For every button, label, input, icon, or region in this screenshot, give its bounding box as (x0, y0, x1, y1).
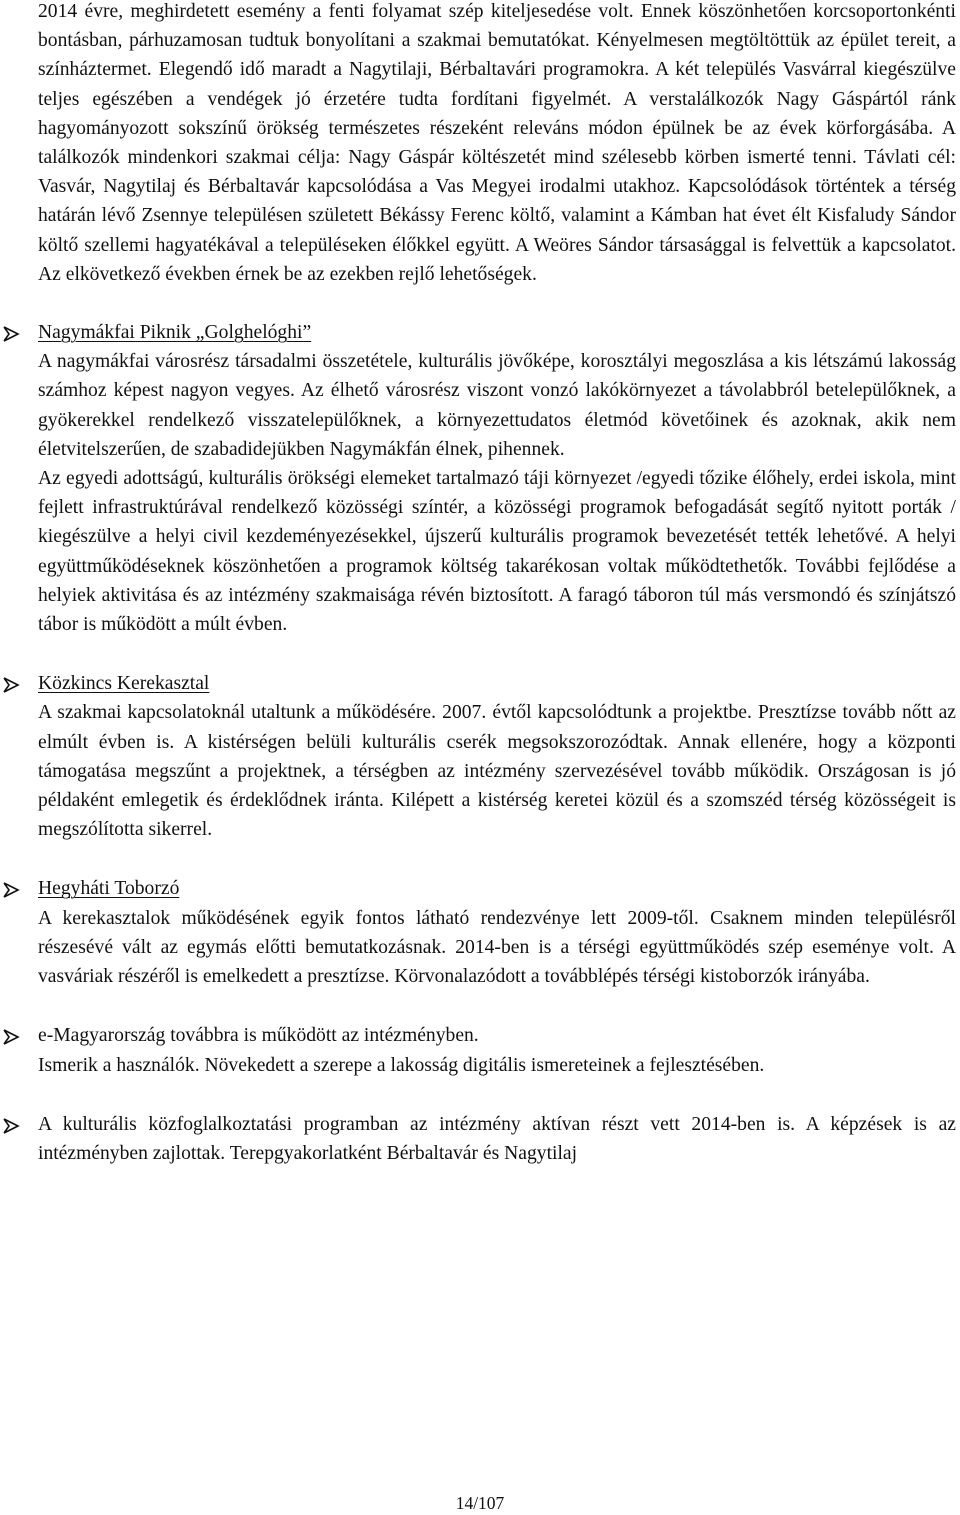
document-page (38, 0, 956, 1168)
section-e-magyarorszag (38, 1021, 956, 1079)
arrowhead-bullet-icon (2, 318, 22, 347)
section-hegyhati-toborzo (38, 874, 956, 991)
intro-paragraph: 2014 évre, meghirdetett esemény a fenti folyamat szép kiteljesedése volt. Ennek köszönhetően korcsoportonkénti bontásban, párhuzamosan tudtuk bonyolítani a szakmai bemutatókat. Kényelmesen megtöltöttük az épület tereit, a színháztermet. Elegendő idő maradt a Nagytilaji, Bérbaltavári programokra. A két település Vasvárral kiegészülve teljes egészében a vendégek jó érzetére tudta fordítani figyelmét. A verstalálkozók Nagy Gáspártól ránk hagyományozott sokszínű örökség természetes részeként releváns módon épülnek be az évek körforgásába. A találkozók mindenkori szakmai célja: Nagy Gáspár költészetét mind szélesebb körben ismerté tenni. Távlati cél: Vasvár, Nagytilaj és Bérbaltavár kapcsolódása a Vas Megyei irodalmi utakhoz. Kapcsolódások történtek a térség határán lévő Zsennye településen született Békássy Ferenc költő, valamint a Kámban hat évet élt Kisfaludy Sándor költő szellemi hagyatékával a településeken élőkkel együtt. A Weöres Sándor társasággal is felvettük a kapcsolatot. Az elkövetkező években érnek be az ezekben rejlő lehetőségek. (38, 1, 956, 285)
section-heading-text: Közkincs Kerekasztal (38, 673, 210, 695)
section-paragraph: A kulturális közfoglalkoztatási programban az intézmény aktívan részt vett 2014-ben is. A képzések is az intézményben zajlottak. Terepgyakorlatként Bérbaltavár és Nagytilaj (38, 1113, 956, 1164)
section-nagymakfai-piknik (38, 318, 956, 639)
page-number: 14/107 (455, 1493, 505, 1513)
arrowhead-bullet-icon (2, 669, 22, 698)
section-heading-text: Hegyháti Toborzó (38, 878, 180, 900)
section-heading-text: Nagymákfai Piknik „Golghelóghi” (38, 322, 312, 344)
section-paragraph: Az egyedi adottságú, kulturális örökségi elemeket tartalmazó táji környezet /egyedi tőzike élőhely, erdei iskola, mint fejlett infrastruktúrával rendelkező közösségi színtér, a közösségi programok befogadását segítő nyitott porták / kiegészülve a helyi civil kezdeményezésekkel, újszerű kulturális programok bevezetését tették lehetővé. A helyi együttműködéseknek köszönhetően a programok költség takarékosan voltak működtethetők. További fejlődése a helyiek aktivitása és az intézmény szakmaisága révén biztosított. A faragó táboron túl más versmondó és színjátszó tábor is működött a múlt évben. (38, 468, 956, 636)
arrowhead-bullet-icon (2, 1110, 22, 1139)
section-paragraph: Ismerik a használók. Növekedett a szerepe a lakosság digitális ismereteinek a fejlesztésében. (38, 1054, 765, 1076)
section-kozfoglalkoztatas (38, 1110, 956, 1168)
arrowhead-bullet-icon (2, 874, 22, 903)
section-heading-text: e-Magyarország továbbra is működött az intézményben. (38, 1025, 479, 1047)
section-heading (38, 1021, 956, 1050)
section-paragraph: A nagymákfai városrész társadalmi összetétele, kulturális jövőképe, korosztályi megoszlása a kis létszámú lakosság számhoz képest nagyon vegyes. Az élhető városrész viszont vonzó lakókörnyezet a távolabbról betelepülőknek, a gyökerekkel rendelkező visszatelepülőknek, a környezettudatos életmód követőinek és azoknak, akik nem életvitelszerűen, de szabadidejükben Nagymákfán élnek, pihennek. (38, 351, 956, 460)
section-heading (38, 318, 956, 347)
arrowhead-bullet-icon (2, 1021, 22, 1050)
section-heading (38, 874, 956, 903)
section-kozkincs-kerekasztal (38, 669, 956, 844)
section-paragraph: A szakmai kapcsolatoknál utaltunk a működésére. 2007. évtől kapcsolódtunk a projektbe. Presztízse tovább nőtt az elmúlt évben is. A kistérségen belüli kulturális cserék megsokszorozódtak. Annak ellenére, hogy a központi támogatása megszűnt a projektnek, a térségben az intézmény szervezésével tovább működik. Országosan is jó példaként emlegetik és érdeklődnek iránta. Kilépett a kistérség keretei közül és a szomszéd térség közösségeit is megszólította sikerrel. (38, 702, 956, 841)
section-paragraph: A kerekasztalok működésének egyik fontos látható rendezvénye lett 2009-től. Csaknem minden településről részesévé vált az egymás előtti bemutatkozásnak. 2014-ben is a térségi együttműködés szép eseménye volt. A vasváriak részéről is emelkedett a presztízse. Körvonalazódott a továbblépés térségi kistoborzók irányába. (38, 907, 956, 988)
section-heading (38, 669, 956, 698)
